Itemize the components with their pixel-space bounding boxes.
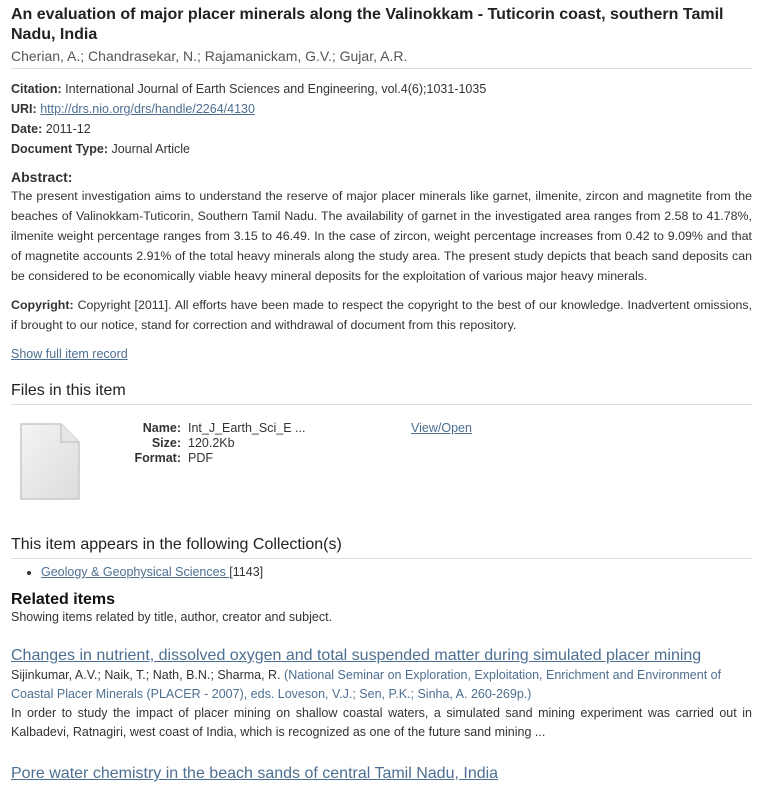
copyright-block — [11, 295, 752, 335]
collection-item — [41, 565, 752, 580]
doctype-label: Document Type: — [11, 142, 108, 156]
related-item — [11, 764, 752, 784]
files-divider — [11, 404, 752, 405]
collection-count: [1143] — [229, 565, 264, 579]
collections-heading: This item appears in the following Collection(s) — [11, 536, 342, 553]
view-open-link[interactable]: View/Open — [411, 421, 472, 435]
collection-link[interactable]: Geology & Geophysical Sciences — [41, 565, 230, 579]
related-item-meta — [11, 666, 752, 704]
doctype-value: Journal Article — [111, 142, 190, 156]
files-heading: Files in this item — [11, 382, 126, 399]
file-labels — [121, 421, 181, 466]
title-divider — [11, 68, 752, 69]
related-item-source: (National Seminar on Exploration, Exploitation, Enrichment and Environment of Coastal Placer Minerals (PLACER - 2007), eds. Loveson, V.J.; Sen, P.K.; Sinha, A. 260-269p.) — [11, 668, 722, 701]
abstract-heading: Abstract: — [11, 169, 73, 185]
page-title: An evaluation of major placer minerals along the Valinokkam - Tuticorin coast, southern Tamil Nadu, India — [11, 6, 724, 43]
file-size: 120.2Kb — [188, 436, 235, 450]
copyright-label: Copyright: — [11, 298, 74, 312]
related-item-title-link[interactable]: Pore water chemistry in the beach sands of central Tamil Nadu, India — [11, 765, 499, 782]
related-subheading: Showing items related by title, author, creator and subject. — [11, 610, 333, 624]
show-full-record-link[interactable]: Show full item record — [11, 347, 128, 361]
uri-label: URI: — [11, 102, 37, 116]
related-heading: Related items — [11, 591, 116, 608]
file-name: Int_J_Earth_Sci_E ... — [188, 421, 306, 435]
collections-list — [11, 565, 752, 580]
file-entry — [11, 415, 752, 515]
file-size-label: Size: — [151, 436, 181, 450]
abstract-text: The present investigation aims to understand the reserve of major placer minerals like garnet, ilmenite, zircon and magnetite from the beaches of Valinokkam-Tuticorin, Southern Tamil Nadu. The availability of garnet in the investigated area ranges from 2.58 to 41.78%, ilmenite weight percentage ranges from 3.15 to 46.49. In the case of zircon, weight percentage increases from 0.42 to 9.09% and that of magnetite accounts 2.91% of the total heavy minerals along the study area. The present study depicts that beach sand deposits can be considered to be economically viable heavy mineral deposits for the exploitation of various major heavy minerals. — [11, 189, 752, 283]
citation-row — [11, 79, 752, 99]
uri-link[interactable]: http://drs.nio.org/drs/handle/2264/4130 — [40, 102, 255, 116]
file-name-label: Name: — [142, 421, 181, 435]
file-format: PDF — [188, 451, 213, 465]
related-item-title-link[interactable]: Changes in nutrient, dissolved oxygen and total suspended matter during simulated placer mining — [11, 647, 702, 664]
related-item-description: In order to study the impact of placer mining on shallow coastal waters, a simulated sand mining experiment was carried out in Kalbadevi, Ratnagiri, west coast of India, which is recognized as one of the future sand mining ... — [11, 706, 752, 739]
item-metadata — [11, 79, 752, 159]
file-icon[interactable] — [19, 422, 81, 502]
citation-value: International Journal of Earth Sciences and Engineering, vol.4(6);1031-1035 — [65, 82, 487, 96]
related-item-authors: Sijinkumar, A.V.; Naik, T.; Nath, B.N.; Sharma, R. — [11, 668, 281, 682]
uri-row — [11, 99, 752, 119]
file-icon-graphic — [19, 422, 81, 502]
file-format-label: Format: — [134, 451, 181, 465]
item-authors: Cherian, A.; Chandrasekar, N.; Rajamanickam, G.V.; Gujar, A.R. — [11, 48, 408, 64]
citation-label: Citation: — [11, 82, 62, 96]
item-view — [11, 0, 752, 784]
date-label: Date: — [11, 122, 43, 136]
related-item — [11, 646, 752, 742]
collections-divider — [11, 558, 752, 559]
date-value: 2011-12 — [45, 122, 91, 136]
doctype-row — [11, 139, 752, 159]
copyright-text: Copyright [2011]. All efforts have been made to respect the copyright to the best of our knowledge. Inadvertent omissions, if brought to our notice, stand for correction and withdrawal of document from this repository. — [11, 298, 752, 332]
file-values — [188, 421, 305, 466]
date-row — [11, 119, 752, 139]
